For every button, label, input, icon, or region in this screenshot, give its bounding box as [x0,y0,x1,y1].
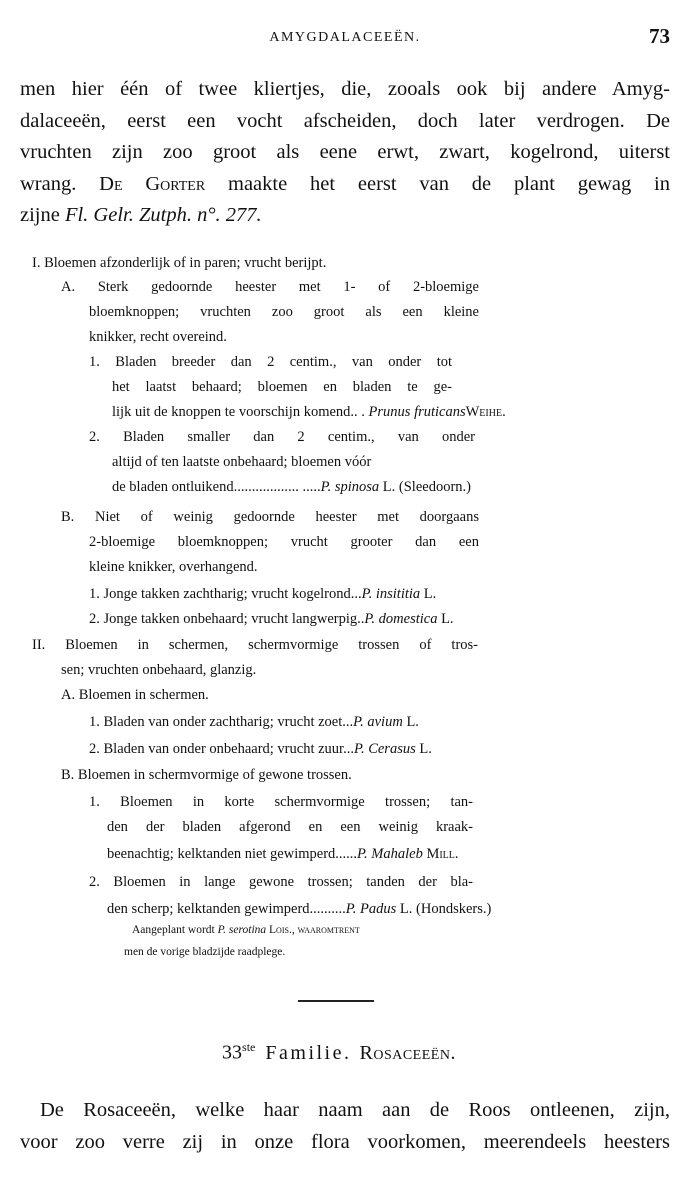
reference-number: n°. 277. [197,204,262,226]
key-line: 1. Bloemen in korte schermvormige trossen; tan- [89,794,473,810]
family-ordinal: ste [242,1040,256,1054]
intro-line-3: vruchten zijn zoo groot als eene erwt, zwart, kogelrond, uiterst [20,141,670,163]
species-name: P. Cerasus [353,741,416,757]
author-name: De Gorter [99,172,206,195]
closing-line-2: voor zoo verre zij in onze flora voorkomen, meerendeels heesters [20,1130,670,1153]
species-name: Prunus fruticans [368,404,466,420]
key-line: kleine knikker, overhangend. [89,559,258,575]
reference-title: Fl. Gelr. Zutph. [64,204,192,226]
family-number: 33 [222,1041,243,1064]
key-line: altijd of ten laatste onbehaard; bloemen vóór [112,454,372,470]
running-title: AMYGDALACEEËN. [269,30,421,45]
key-line: I. Bloemen afzonderlijk of in paren; vrucht berijpt. [32,255,327,271]
page-number: 73 [649,24,670,48]
species-author: L. [423,586,437,602]
key-line-species: 2. Bladen van onder onbehaard; vrucht zuur...P. Cerasus L. [89,741,432,757]
species-name: P. insititia [361,586,421,602]
key-line: knikker, recht overeind. [89,329,227,345]
species-name: P. domestica [364,611,438,627]
intro-line-5: zijne Fl. Gelr. Zutph. n°. 277. [20,204,262,226]
footnote-line: men de vorige bladzijde raadplege. [124,946,286,958]
section-divider [298,1000,374,1002]
species-author: Weihe. [465,404,506,420]
intro-line-1: men hier één of twee kliertjes, die, zooals ook bij andere Amyg- [20,78,670,100]
key-line-species: 2. Jonge takken onbehaard; vrucht langwerpig..P. domestica L. [89,611,454,627]
key-line: 2. Bloemen in lange gewone trossen; tanden der bla- [89,874,473,890]
closing-line-1: De Rosaceeën, welke haar naam aan de Roos ontleenen, zijn, [40,1099,670,1121]
key-line: den der bladen afgerond en een weinig kraak- [107,819,473,835]
key-line: A. Bloemen in schermen. [61,687,209,703]
key-line: bloemknoppen; vruchten zoo groot als een kleine [89,304,479,320]
family-name: Rosaceeën. [359,1041,456,1064]
species-name: P. Mahaleb [357,846,423,862]
key-line: sen; vruchten onbehaard, glanzig. [61,662,257,678]
key-line: het laatst behaard; bloemen en bladen te ge- [112,379,452,395]
key-line-species: lijk uit de knoppen te voorschijn komend.. . Prunus fruticansWeihe. [112,404,506,420]
key-line-species: 1. Jonge takken zachtharig; vrucht kogelrond...P. insititia L. [89,586,437,602]
key-line: 2. Bladen smaller dan 2 centim., van onder [89,429,475,445]
key-line-species: beenachtig; kelktanden niet gewimperd......P. Mahaleb Mill. [107,846,459,862]
key-line: B. Niet of weinig gedoornde heester met doorgaans [61,509,479,525]
intro-paragraph [20,74,670,232]
species-name: P. serotina [217,924,267,936]
species-author: L. [406,714,419,730]
key-line: A. Sterk gedoornde heester met 1- of 2-bloemige [61,279,479,295]
intro-line-2: dalaceeën, eerst een vocht afscheiden, doch later verdrogen. De [20,109,670,132]
family-heading [0,1040,678,1065]
species-name: P. avium [353,714,403,730]
key-line-species: de bladen ontluikend.................. .....P. spinosa L. (Sleedoorn.) [112,479,471,495]
key-line: II. Bloemen in schermen, schermvormige trossen of tros- [32,637,478,653]
species-author: L. [441,611,454,627]
key-line: 2-bloemige bloemknoppen; vrucht grooter dan een [89,534,479,550]
species-author: L. (Hondskers.) [399,901,492,917]
species-author: Mill. [426,846,459,862]
species-name: P. spinosa [320,479,380,495]
closing-paragraph [20,1095,670,1158]
species-author: L. [419,741,432,757]
footnote-line: Aangeplant wordt P. serotina Lois., waaromtrent [132,924,360,936]
intro-line-4: wrang. De Gorter maakte het eerst van de plant gewag in [20,172,670,195]
key-line: 1. Bladen breeder dan 2 centim., van onder tot [89,354,452,370]
key-line-species: 1. Bladen van onder zachtharig; vrucht zoet...P. avium L. [89,714,419,730]
species-name: P. Padus [345,901,397,917]
family-word: Familie. [265,1041,352,1064]
key-line-species: den scherp; kelktanden gewimperd..........P. Padus L. (Hondskers.) [107,901,492,917]
page-header [20,24,670,50]
key-line: B. Bloemen in schermvormige of gewone trossen. [61,767,352,783]
species-author: L. (Sleedoorn.) [382,479,471,495]
